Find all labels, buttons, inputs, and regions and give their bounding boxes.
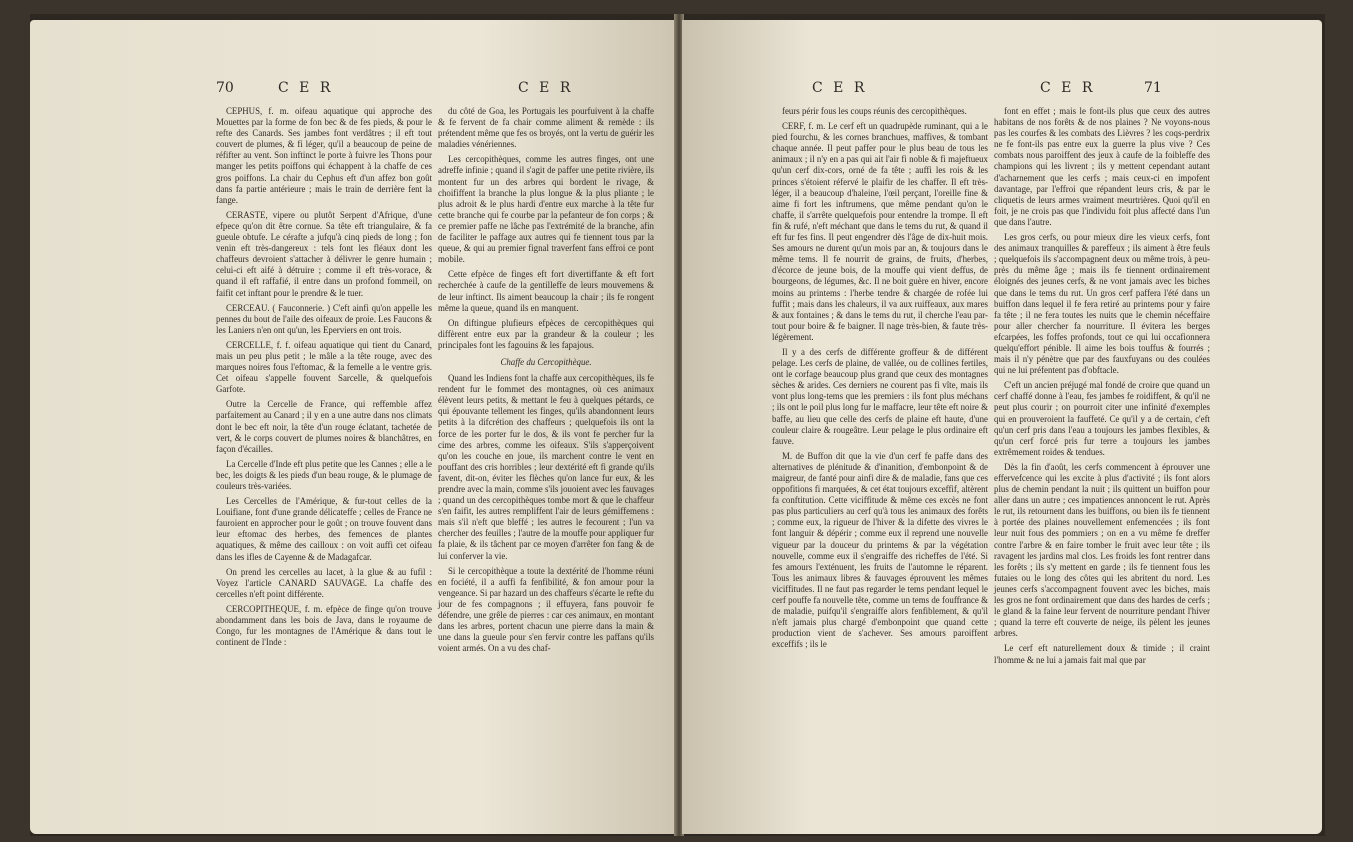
paragraph: du côté de Goa, les Portugais les pourfuivent à la chaffe & fe fervent de fa chair comme aliment & remède : ils prétendent même que fes os broyés, ont la vertu de guérir les maladies vénériennes. — [438, 106, 654, 150]
right-running-head-2: C E R — [1040, 80, 1096, 96]
paragraph: Les cercopithèques, comme les autres finges, ont une adreffe infinie ; quand il s'agit de paffer une petite rivière, ils montent fur un des arbres qui bordent le rivage, & choififfent la branche la plus longue & la plus pliante ; le plus adroit & le plus hardi d'entre eux marche à la tête fur cette branche qui fe courbe par la pefanteur de fon corps ; & ce premier paffe ne lâche pas l'extrémité de la branche, afin de faciliter le paffage aux autres qui fe tiennent tous par la queue, & qui au premier fignal traverfent fans effroi ce pont mobile. — [438, 154, 654, 265]
paragraph: Chaffe du Cercopithèque. — [500, 356, 592, 367]
paragraph: CEPHUS, f. m. oifeau aquatique qui approche des Mouettes par la forme de fon bec & de fes pieds, & pour le refte des Canards. Ses jambes font verdâtres ; il eft tout couvert de plumes, & fi léger, qu'il a beaucoup de peine de réfifter au vent. Son inftinct le porte à fuivre les Thons pour manger les petits poiffons qui échappent à la chaffe de ces gros poiffons. La chair du Cephus eft d'un affez bon goût dans fa partie antérieure ; mais le train de derrière fent la fange. — [216, 106, 432, 205]
paragraph: Dès la fin d'août, les cerfs commencent à éprouver une effervefcence qui les excite à plus d'activité ; ils font alors plus de chemin pendant la nuit ; ils quittent un buiffon pour aller dans un autre ; ces impatiences annoncent le rut. Après le rut, ils retournent dans les buiffons, ou bien ils fe tiennent à portée des plaines nouvellement enfemencées ; ils font leur nuit fous des pommiers ; on en a vu même fe dreffer contre l'arbre & en faire tomber le fruit avec leur tête ; ils ravagent les jardins mal clos. Les froids les font rentrer dans les forêts ; ils s'y mettent en garde ; ils fe tiennent fous les futaies ou le long des côtes qui les abritent du nord. Les jeunes cerfs s'accompagnent fouvent avec les biches, mais les gros ne font ordinairement que dans des hardes de cerfs ; le gland & la faine leur fervent de nourriture pendant l'hiver ; quand la terre eft couverte de neige, ils pèlent les jeunes arbres. — [994, 461, 1210, 639]
book-spread — [30, 14, 1325, 836]
paragraph: On prend les cercelles au lacet, à la glue & au fufil : Voyez l'article CANARD SAUVAGE. La chaffe des cercelles n'eft point différente. — [216, 566, 432, 599]
right-column-2 — [994, 106, 1210, 670]
paragraph: feurs périr fous les coups réunis des cercopithèques. — [782, 106, 967, 116]
paragraph: Il y a des cerfs de différente groffeur & de différent pelage. Les cerfs de plaine, de vallée, ou de collines fertiles, ont le corfage beaucoup plus grand que ceux des montagnes sèches & arides. Ces derniers ne courent pas fi vîte, mais ils vont plus long-tems que les premiers : ils font plus méchans ; ils ont le poil plus long fur le maffacre, leur tête eft noire & baffe, au lieu que celle des cerfs de plaine eft haute, d'une couleur claire & rougeâtre. Leur pelage le plus ordinaire eft fauve. — [772, 346, 988, 446]
left-column-2 — [438, 106, 654, 658]
right-running-head-1: C E R — [812, 80, 868, 96]
left-page-number: 70 — [216, 80, 234, 96]
right-page-number: 71 — [1144, 80, 1162, 96]
paragraph: Les gros cerfs, ou pour mieux dire les vieux cerfs, font des animaux tranquilles & pareffeux ; ils aiment à être feuls ; quelquefois ils s'accompagnent deux ou même trois, à peu-près du même âge ; mais ils fe tiennent ordinairement éloignés des jeunes cerfs, & ne vont jamais avec les biches que dans le tems du rut. Un gros cerf paffera l'été dans un buiffon dans lequel il fe fera retiré au printems pour y faire fa tête ; il ne fera toutes les nuits que le chemin néceffaire pour aller chercher fa nourriture. Il évitera les berges efcarpées, les foffes profonds, tout ce qui lui occafionnera quelqu'effort pénible. Il aime les bois touffus & fourrés ; mais il n'y pénètre que par des fauxfuyans ou des coulées qui ne lui préfentent pas d'obftacle. — [994, 232, 1210, 376]
left-column-1 — [216, 106, 432, 652]
paragraph: On diftingue plufieurs efpèces de cercopithèques qui diffèrent entre eux par la grandeur & la couleur ; les principales font les fagouins & les fapajous. — [438, 317, 654, 350]
paragraph: CERCOPITHEQUE, f. m. efpèce de finge qu'on trouve abondamment dans les bois de Java, dans le royaume de Congo, fur les montagnes de l'Amérique & dans tout le continent de l'Inde : — [216, 603, 432, 648]
paragraph: CERCELLE, f. f. oifeau aquatique qui tient du Canard, mais un peu plus petit ; le mâle a la tête rouge, avec des marques noires fous l'eftomac, & la femelle a le ventre gris. Cet oifeau s'appelle fouvent Sarcelle, & quelquefois Garfote. — [216, 339, 432, 395]
paragraph: CERCEAU. ( Fauconnerie. ) C'eft ainfi qu'on appelle les pennes du bout de l'aile des oifeaux de proie. Les Faucons & les Laniers n'en ont qu'un, les Eperviers en ont trois. — [216, 302, 432, 335]
paragraph: CERF, f. m. Le cerf eft un quadrupède ruminant, qui a le pied fourchu, & les cornes branchues, maffives, & tombant chaque année. Il peut paffer pour le plus beau de tous les animaux ; il n'y en a pas qui ait l'air fi noble & fi majeftueux qu'un cerf dix-cors, orné de fa tête ; auffi les rois & les princes s'étoient réfervé le plaifir de les chaffer. Il eft très-léger, il a beaucoup d'haleine, l'œil perçant, l'oreille fine & aime fi fort les inftrumens, que même pendant qu'on le chaffe, il s'arrête quelquefois pour entendre la trompe. Il eft fin & rufé, n'eft méchant que dans le tems du rut, & quand il eft fur fes fins. Il peut engendrer dès l'âge de dix-huit mois. Ses amours ne durent qu'un mois par an, & toujours dans le même tems. Il fe nourrit de grains, de fruits, d'herbes, d'écorce de jeune bois, de la mouffe qui vient deffus, de bourgeons, de légumes, &c. Il ne boit guère en hiver, encore moins au printems : l'herbe tendre & chargée de rofée lui fuffit ; mais dans les chaleurs, il va aux ruiffeaux, aux mares & aux fontaines ; & dans le tems du rut, il cherche l'eau par-tout pour boire & fe baigner. Il nage très-bien, & faute très-légèrement. — [772, 121, 988, 342]
paragraph: Si le cercopithèque a toute la dextérité de l'homme réuni en fociété, il a auffi fa fenfibilité, & fon amour pour la vengeance. Si par hazard un des chaffeurs s'écarte le refte du jour de fes compagnons ; il effuyera, fans pouvoir fe défendre, une grêle de pierres : car ces animaux, en montant dans les arbres, portent chacun une pierre dans la main & une dans la gueule pour s'en fervir contre les paffans qu'ils voient armés. On a vu des chaf- — [438, 565, 654, 654]
paragraph: M. de Buffon dit que la vie d'un cerf fe paffe dans des alternatives de plénitude & d'inanition, d'embonpoint & de maigreur, de fanté pour ainfi dire & de maladie, fans que ces oppofitions fi marquées, & cet état toujours exceffif, altèrent fa conftitution. Cette viciffitude & même ces excès ne font pas plus particuliers au cerf qu'à tous les animaux des forêts ; comme eux, la rigueur de l'hiver & la difette des vivres le font languir & dépérir ; comme eux il reprend une nouvelle vigueur par la douceur du printems & par la végétation nouvelle, comme eux il s'engraiffe des richeffes de l'été. Si fes amours l'exténuent, les fruits de l'automne le réparent. Tous les animaux libres & fauvages éprouvent les mêmes viciffitudes. Il ne faut pas regarder le tems pendant lequel le cerf pouffe fa nouvelle tête, comme un tems de fouffrance & de maladie, puifqu'il s'engraiffe alors fenfiblement, & qu'il n'eft jamais plus chargé d'embonpoint que quand cette production vient de s'achever. Ses amours paroiffent exceffifs ; ils le — [772, 450, 988, 650]
right-page — [682, 20, 1322, 834]
left-running-head-1: C E R — [278, 80, 334, 96]
left-page — [30, 20, 676, 834]
paragraph: La Cercelle d'Inde eft plus petite que les Cannes ; elle a le bec, les doigts & les pieds d'un beau rouge, & le plumage de couleurs très-variées. — [216, 458, 432, 491]
paragraph: Quand les Indiens font la chaffe aux cercopithèques, ils fe rendent fur le fommet des montagnes, où ces animaux élèvent leurs petits, & mettant le feu à quelques pétards, ce qui épouvante tellement les finges, qu'ils abandonnent leurs petits à la difcrétion des chaffeurs ; quelquefois ils ont la force de les porter fur le dos, & ils vont fe percher fur la cime des arbres, comme les oifeaux. S'ils s'apperçoivent qu'on les couche en joue, ils marchent contre le vent en pouffant des cris horribles ; leur dextérité eft fi grande qu'ils favent, dit-on, éviter les flèches qu'on lance fur eux, & les prendre avec la main, comme s'ils jouoient avec les fauvages ; quand un des cercopithèques tombe mort & que le chaffeur s'en faifit, les autres rempliffent l'air de leurs gémiffemens : mais s'il n'eft que bleffé ; les autres le fecourent ; l'un va chercher des feuilles ; l'autre de la mouffe pour appliquer fur fa plaie, & ils tâchent par ce moyen d'arrêter fon fang & de lui conferver la vie. — [438, 373, 654, 561]
paragraph: C'eft un ancien préjugé mal fondé de croire que quand un cerf chaffé donne à l'eau, fes jambes fe roidiffent, & qu'il ne peut plus courir ; on pourroit citer une infinité d'exemples qui en prouveroient la fauffeté. Ce qu'il y a de certain, c'eft qu'un cerf pris dans l'eau a toujours les jambes flexibles, & qu'un cerf forcé pris fur terre a toujours les jambes extrêmement roides & tendues. — [994, 380, 1210, 457]
paragraph: Outre la Cercelle de France, qui reffemble affez parfaitement au Canard ; il y en a une autre dans nos climats dont le bec eft noir, la tête d'un rouge éclatant, tachetée de vert, & le corps couvert de plumes noires & blanchâtres, en façon d'écailles. — [216, 399, 432, 454]
paragraph: font en effet ; mais le font-ils plus que ceux des autres habitans de nos forêts & de nos plaines ? Ne voyons-nous pas les courfes & les combats des Lièvres ? les coqs-perdrix ne fe font-ils pas entre eux la guerre la plus vive ? Ces combats nous paroiffent des jeux à caufe de la foibleffe des champions qui les livrent ; ils y mettent cependant autant d'acharnement que les cerfs ; mais ceux-ci en impofent davantage, par l'effroi que répandent leurs cris, & par le cliquetis de leurs armes vraiment meurtrières. Quoi qu'il en foit, je ne crois pas que l'individu foit plus affecté dans l'un que dans l'autre. — [994, 106, 1210, 227]
paragraph: CERASTE, vipere ou plutôt Serpent d'Afrique, d'une efpece qu'on dit être cornue. Sa tête eft triangulaire, & fa gueule obtufe. Le cérafte a jufqu'à cinq pieds de long ; fon venin eft très-dangereux : tels font les fléaux dont les chaffeurs devroient s'attacher à délivrer le genre humain ; celui-ci eft aifé à détruire ; comme il eft très-vorace, & quand il eft raffafié, il entre dans un profond fommeil, on faifit cet inftant pour le prendre & le tuer. — [216, 209, 432, 298]
right-column-1 — [772, 106, 988, 655]
paragraph: Le cerf eft naturellement doux & timide ; il craint l'homme & ne lui a jamais fait mal que par — [994, 643, 1210, 665]
paragraph: Les Cercelles de l'Amérique, & fur-tout celles de la Louifiane, font d'une grande délicateffe ; celles de France ne fauroient en approcher pour le goût ; on trouve fouvent dans leur eftomac des herbes, des femences de plantes aquatiques, & même des cailloux : on voit auffi cet oifeau dans les ifles de Cayenne & de Madagafcar. — [216, 496, 432, 562]
paragraph: Cette efpèce de finges eft fort divertiffante & eft fort recherchée à caufe de la gentilleffe de leurs mouvemens & de leur inftinct. Ils aiment beaucoup la chair ; ils fe rongent même la queue, quand ils en manquent. — [438, 269, 654, 313]
left-running-head-2: C E R — [518, 80, 574, 96]
